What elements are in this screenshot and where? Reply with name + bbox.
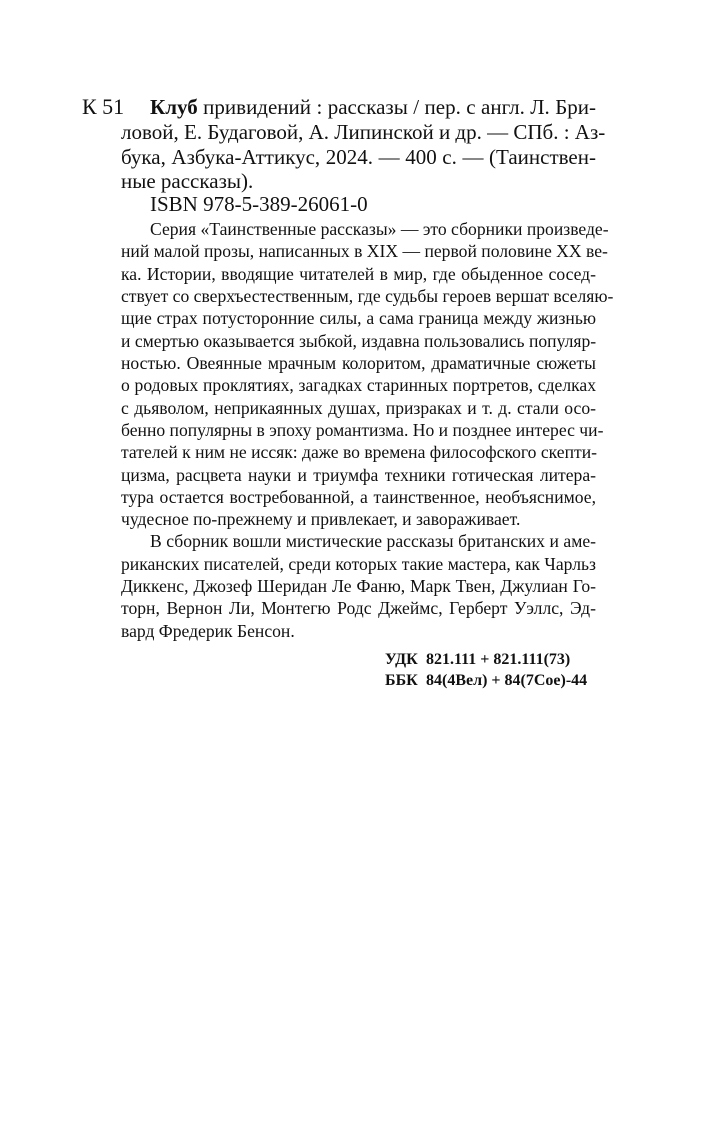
book-title: Клуб	[150, 95, 198, 119]
annotation-line: щие страх потусторонние силы, а сама граница между жизнью	[121, 308, 596, 328]
annotation-line: тура остается востребованной, а таинственное, необъяснимое,	[121, 487, 596, 507]
annotation-line: цизма, расцвета науки и триумфа техники готическая литера-	[121, 465, 596, 485]
annotation-line: и смертью оказывается зыбкой, издавна пользовались популяр-	[121, 331, 597, 351]
udk-value: 821.111 + 821.111(73)	[426, 651, 571, 668]
udk-index	[385, 650, 570, 670]
annotation-line: бенно популярны в эпоху романтизма. Но и позднее интерес чи-	[121, 420, 604, 440]
annotation-line: с дьяволом, неприкаянных душах, призраках и т. д. стали осо-	[121, 398, 596, 418]
annotation-line: ностью. Овеянные мрачным колоритом, драматичные сюжеты	[121, 353, 596, 373]
bibliographic-line-3: бука, Азбука-Аттикус, 2024. — 400 с. — (Таинствен-	[121, 145, 596, 169]
annotation-line: чудесное по-прежнему и привлекает, и завораживает.	[121, 509, 521, 529]
annotation-line: о родовых проклятиях, загадках старинных портретов, сделках	[121, 375, 596, 395]
annotation-line: вард Фредерик Бенсон.	[121, 621, 295, 641]
bibliographic-line-1	[150, 95, 596, 119]
annotation-line: ний малой прозы, написанных в XIX — первой половине XX ве-	[121, 241, 608, 261]
isbn: ISBN 978-5-389-26061-0	[150, 192, 368, 216]
bibliographic-line-1-text: привидений : рассказы / пер. с англ. Л. Бри-	[203, 95, 596, 119]
annotation-line: ствует со сверхъестественным, где судьбы героев вершат вселяю-	[121, 286, 614, 306]
annotation-line: риканских писателей, среди которых такие мастера, как Чарльз	[121, 554, 596, 574]
catalog-code: К 51	[82, 94, 125, 119]
annotation-line: Серия «Таинственные рассказы» — это сборники произведе-	[150, 219, 609, 239]
annotation-line: Диккенс, Джозеф Шеридан Ле Фаню, Марк Твен, Джулиан Го-	[121, 576, 596, 596]
annotation-line: торн, Вернон Ли, Монтегю Родс Джеймс, Герберт Уэллс, Эд-	[121, 598, 596, 618]
bbk-index	[385, 671, 587, 691]
bibliographic-line-2: ловой, Е. Будаговой, А. Липинской и др. — СПб. : Аз-	[121, 120, 606, 144]
bbk-label: ББК	[385, 672, 418, 689]
annotation-line: ка. Истории, вводящие читателей в мир, где обыденное сосед-	[121, 264, 596, 284]
annotation-line: тателей к ним не иссяк: даже во времена философского скепти-	[121, 442, 597, 462]
bbk-value: 84(4Вел) + 84(7Сое)-44	[426, 672, 588, 689]
bibliographic-line-4: ные рассказы).	[121, 169, 254, 193]
annotation-line: В сборник вошли мистические рассказы британских и аме-	[150, 531, 596, 551]
udk-label: УДК	[385, 651, 418, 668]
